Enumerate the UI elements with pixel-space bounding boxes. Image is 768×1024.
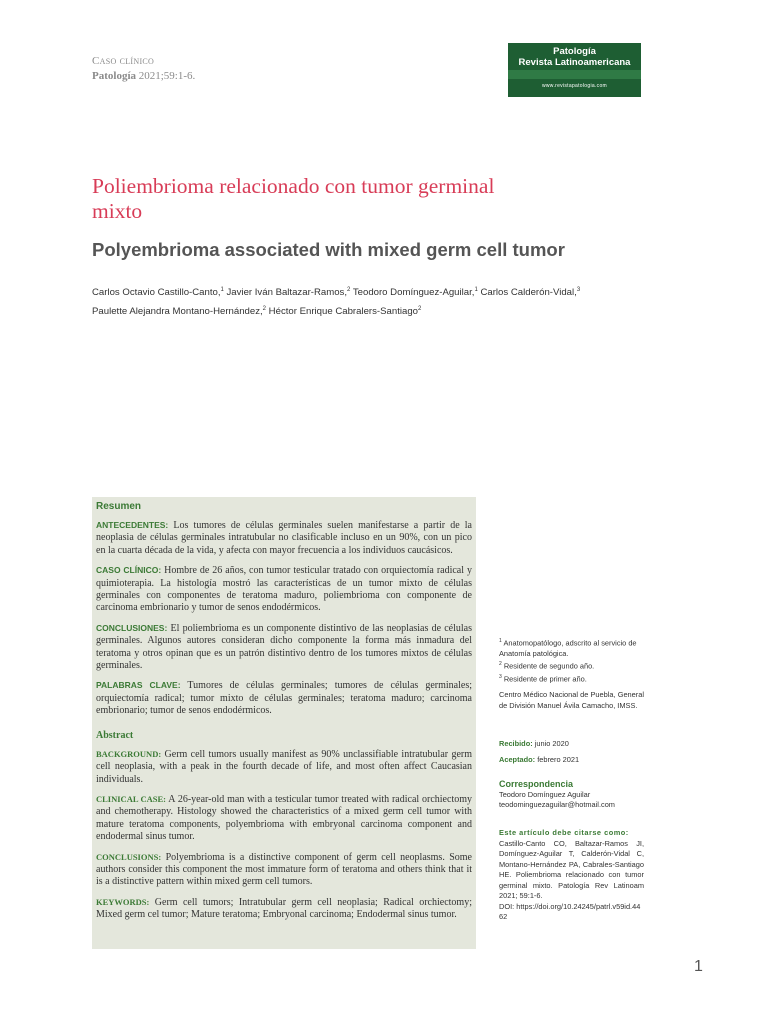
accepted-label: Aceptado: [499,755,536,764]
accepted-date [499,755,644,766]
abstract-conclusions [96,851,472,889]
logo-line2: Revista Latinoamericana [518,57,631,68]
correspondence-name: Teodoro Domínguez Aguilar [499,789,591,799]
author: Carlos Calderón-Vidal, [477,287,577,299]
logo-line1: Patología [553,46,596,57]
affiliation-text: Residente de segundo año. [501,661,595,671]
citation-block [499,828,644,923]
author: Carlos Octavio Castillo-Canto, [92,287,221,299]
title-spanish-line1: Poliembrioma relacionado con tumor germinal [92,174,495,198]
logo-url: www.revistapatologia.com [541,83,607,89]
journal-name: Patología [92,70,136,82]
section-label: Caso clínico [92,55,155,67]
paragraph-label: CONCLUSIONS: [96,851,162,862]
resumen-conclusiones [96,622,472,673]
paragraph-text: El poliembrioma es un componente distintivo de las neoplasias de células germinales. Algunos autores consideran dicho componente la forma más inmadura del teratoma y otros opinan que es un patrón distintivo dentro de los tumores mixtos de células germinales. [96,622,472,672]
affiliation-number: 1 [499,638,502,644]
paragraph-label: CASO CLÍNICO: [96,565,162,576]
resumen-caso-clinico [96,564,472,615]
author-affiliation: 2 [262,306,267,313]
page-number: 1 [694,958,703,975]
correspondence-heading: Correspondencia [499,779,574,789]
journal-volume: 2021;59:1-6. [136,70,196,82]
author-affiliation: 3 [576,287,581,293]
affiliations [499,636,644,685]
journal-logo [508,43,641,97]
paragraph-text: Polyembrioma is a distinctive component of germ cell neoplasms. Some authors consider this component the most immature form of teratoma and others think that it is a distinctive pattern within mixed germ cell tumors. [96,851,472,888]
received-date [499,739,644,750]
paragraph-text: Tumores de células germinales; tumores de células germinales; orquiectomía radical; tumor mixto de células germinales; teratoma maduro; carcinoma embrionario; tumor de senos endodérmicos. [96,680,472,717]
paragraph-text: Germ cell tumors; Intratubular germ cell neoplasia; Radical orchiectomy; Mixed germ cel tumor; Mature teratoma; Embryonal carcinoma; Endodermal sinus tumor. [96,896,472,921]
author-affiliation: 2 [418,306,422,313]
affiliation-text: Anatomopatólogo, adscrito al servicio de Anatomía patológica. [499,638,637,658]
author-line1 [92,282,672,301]
paragraph-label: PALABRAS CLAVE: [96,680,181,691]
journal-citation [92,70,195,82]
affiliation-text: Residente de primer año. [501,674,587,684]
abstract-content [96,501,472,929]
affiliation-number: 3 [499,674,502,681]
author: Javier Iván Baltazar-Ramos, [223,287,348,299]
affiliation [499,636,644,659]
author-line2 [92,301,672,320]
institution: Centro Médico Nacional de Puebla, General de División Manuel Ávila Camacho, IMSS. [499,690,644,710]
author: Paulette Alejandra Montano-Hernández, [92,306,263,318]
author-affiliation: 1 [474,287,478,293]
affiliation-number: 2 [499,661,502,668]
paragraph-text: Los tumores de células germinales suelen manifestarse a partir de la neoplasia de células germinales intratubular no clasificable incluso en un 90%, con un pico en la cuarta década de la vida, y afecta con mayor frecuencia a los individuos caucásicos. [96,520,472,556]
title-spanish [92,174,612,224]
paragraph-label: KEYWORDS: [96,896,150,907]
abstract-keywords [96,896,472,922]
resumen-antecedentes [96,519,472,557]
citation-heading: Este artículo debe citarse como: [499,828,629,837]
logo-divider [508,70,641,79]
resumen-palabras-clave [96,679,472,717]
author: Teodoro Domínguez-Aguilar, [350,287,475,299]
received-value: junio 2020 [532,739,569,748]
author-list [92,282,672,320]
title-spanish-line2: mixto [92,199,143,223]
abstract-box [92,497,476,949]
accepted-value: febrero 2021 [535,755,580,764]
paragraph-text: A 26-year-old man with a testicular tumor treated with radical orchiectomy and chemotherapy. Histology showed the characteristics of a mixed germ cell tumor with mature teratoma components, polyembrioma with embryonal carcinoma component and endodermal sinus tumor. [96,793,472,843]
received-label: Recibido: [499,739,533,748]
paragraph-label: CLINICAL CASE: [96,793,167,804]
citation-text: Castillo-Canto CO, Baltazar-Ramos JI, Domínguez-Aguilar T, Calderón-Vidal C, Montano-Hernández PA, Cabrales-Santiago HE. Poliembrioma relacionado con tumor germinal mixto. Patología Rev Latinoam 2021; 59:1-6. [499,838,644,900]
affiliation [499,659,644,672]
author-affiliation: 2 [347,287,351,293]
resumen-heading: Resumen [96,501,142,512]
paragraph-text: Hombre de 26 años, con tumor testicular tratado con orquiectomía radical y quimioterapia. La histología mostró las características de un tumor mixto de células germinales con componentes de teratoma maduro, poliembrioma con componente de carcinoma embrionario y tumor de senos endodérmicos. [96,565,472,614]
paragraph-label: CONCLUSIONES: [96,622,168,633]
author-affiliation: 1 [220,287,224,293]
abstract-heading: Abstract [96,729,134,741]
abstract-clinical-case [96,793,472,844]
author: Héctor Enrique Cabralers-Santiago [266,306,418,318]
citation-doi[interactable]: DOI: https://doi.org/10.24245/patrl.v59id.4462 [499,901,641,921]
paragraph-label: ANTECEDENTES: [96,520,169,530]
paragraph-label: BACKGROUND: [96,748,162,759]
correspondence-email[interactable]: teodominguezaguilar@hotmail.com [499,800,615,809]
correspondence [499,779,644,811]
paragraph-text: Germ cell tumors usually manifest as 90% unclassifiable intratubular germ cell neoplasia, with a peak in the fourth decade of life, and most often affect Caucasian individuals. [96,748,472,785]
affiliation [499,672,644,685]
title-english: Polyembrioma associated with mixed germ cell tumor [92,239,565,260]
abstract-background [96,748,472,786]
